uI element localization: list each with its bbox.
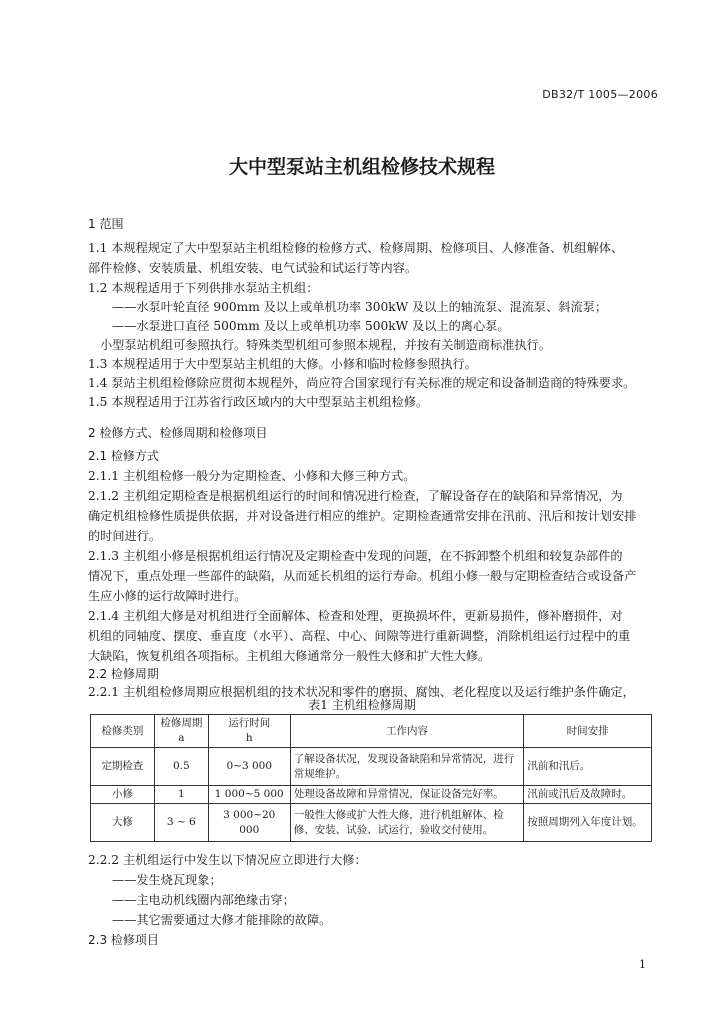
header-category: 检修类别 <box>91 715 155 748</box>
clause-1-2: 1.2 本规程适用于下列供排水泵站主机组： <box>88 281 319 295</box>
section-2-heading: 2 检修方式、检修周期和检修项目 <box>88 426 268 440</box>
clause-1-2-item-2: ——水泵进口直径 500mm 及以上或单机功率 500kW 及以上的离心泵。 <box>112 319 510 333</box>
table-row: 小修 1 1 000~5 000 处理设备故障和异常情况，保证设备完好率。 汛前或汛后及故障时。 <box>91 786 652 804</box>
clause-1-5: 1.5 本规程适用于江苏省行政区域内的大中型泵站主机组检修。 <box>88 395 429 409</box>
header-work-content: 工作内容 <box>290 715 524 748</box>
maintenance-cycle-table <box>90 714 652 842</box>
table-row: 大修 3 ~ 6 3 000~20 000 一般性大修或扩大性大修，进行机组解体、检修、安装、试验、试运行，验收交付使用。 按照周期列入年度计划。 <box>91 804 652 842</box>
clause-2-1-4-cont-1: 机组的同轴度、摆度、垂直度（水平）、高程、中心、间隙等进行重新调整，消除机组运行过程中的重 <box>88 629 631 643</box>
table-header-row <box>91 715 652 748</box>
clause-2-2-2-item-2: ——主电动机线圈内部绝缘击穿； <box>112 893 295 907</box>
table-row: 定期检查 0.5 0~3 000 了解设备状况，发现设备缺陷和异常情况，进行常规维护。 汛前和汛后。 <box>91 748 652 786</box>
clause-2-1-4: 2.1.4 主机组大修是对机组进行全面解体、检查和处理，更换损坏件，更新易损件，修补磨损件，对 <box>88 609 623 623</box>
clause-2-1-2: 2.1.2 主机组定期检查是根据机组运行的时间和情况进行检查，了解设备存在的缺陷和异常情况，为 <box>88 489 623 503</box>
header-runtime: 运行时间 h <box>208 715 290 748</box>
clause-1-1-cont: 部件检修、安装质量、机组安装、电气试验和试运行等内容。 <box>88 261 418 275</box>
clause-2-1-3-cont-1: 情况下，重点处理一些部件的缺陷，从而延长机组的运行寿命。机组小修一般与定期检查结合或设备产 <box>88 569 637 583</box>
clause-2-2-2-item-1: ——发生烧瓦现象； <box>112 873 222 887</box>
clause-2-1-2-cont-2: 的时间进行。 <box>88 529 162 543</box>
document-title: 大中型泵站主机组检修技术规程 <box>228 156 495 178</box>
clause-2-2-2-item-3: ——其它需要通过大修才能排除的故障。 <box>112 913 332 927</box>
table-caption: 表1 主机组检修周期 <box>308 698 416 712</box>
clause-1-2-item-1: ——水泵叶轮直径 900mm 及以上或单机功率 300kW 及以上的轴流泵、混流泵、斜流泵； <box>112 300 608 314</box>
clause-2-1-2-cont-1: 确定机组检修性质提供依据，并对设备进行相应的维护。定期检查通常安排在汛前、汛后和按计划安排 <box>88 509 637 523</box>
section-1-heading: 1 范围 <box>88 217 124 231</box>
clause-2-2-1: 2.2.1 主机组检修周期应根据机组的技术状况和零件的磨损、腐蚀、老化程度以及运行维护条件确定， <box>88 685 635 699</box>
clause-1-4: 1.4 泵站主机组检修除应贯彻本规程外，尚应符合国家现行有关标准的规定和设备制造商的特殊要求。 <box>88 376 636 390</box>
clause-1-1: 1.1 本规程规定了大中型泵站主机组检修的检修方式、检修周期、检修项目、人修准备、机组解体、 <box>88 241 624 255</box>
clause-2-3-heading: 2.3 检修项目 <box>88 933 159 947</box>
clause-2-2-2: 2.2.2 主机组运行中发生以下情况应立即进行大修： <box>88 853 367 867</box>
clause-2-1-heading: 2.1 检修方式 <box>88 449 159 463</box>
clause-2-1-3-cont-2: 生应小修的运行故障时进行。 <box>88 589 247 603</box>
clause-1-3: 1.3 本规程适用于大中型泵站主机组的大修。小修和临时检修参照执行。 <box>88 357 477 371</box>
header-schedule: 时间安排 <box>524 715 652 748</box>
clause-2-2-heading: 2.2 检修周期 <box>88 667 159 681</box>
clause-2-1-4-cont-2: 大缺陷，恢复机组各项指标。主机组大修通常分一般性大修和扩大性大修。 <box>88 649 491 663</box>
standard-number: DB32/T 1005—2006 <box>542 88 658 101</box>
clause-2-1-1: 2.1.1 主机组检修一般分为定期检查、小修和大修三种方式。 <box>88 469 416 483</box>
clause-2-1-3: 2.1.3 主机组小修是根据机组运行情况及定期检查中发现的问题，在不拆卸整个机组和较复杂部件的 <box>88 549 623 563</box>
clause-1-2-note: 小型泵站机组可参照执行。特殊类型机组可参照本规程，并按有关制造商标准执行。 <box>100 338 551 352</box>
header-cycle: 检修周期 a <box>154 715 208 748</box>
page-number: 1 <box>639 958 646 971</box>
